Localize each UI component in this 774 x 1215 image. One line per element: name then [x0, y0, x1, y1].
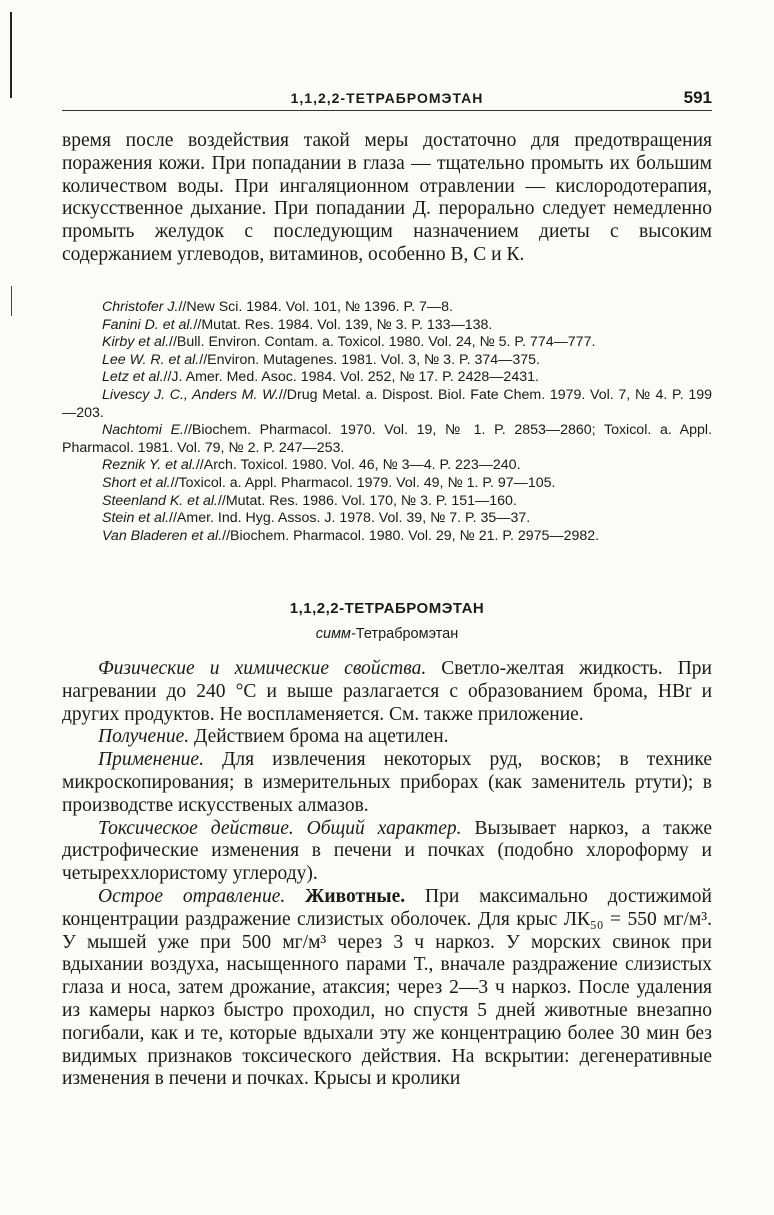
page-edge-mark	[10, 12, 12, 98]
reference-item: Letz et al.//J. Amer. Med. Asoc. 1984. Vol. 252, № 17. P. 2428—2431.	[102, 369, 539, 386]
section-properties: Физические и химические свойства. Светло-желтая жидкость. При нагревании до 240 °С и выше разлагается с образованием брома, HBr и других продуктов. Не воспламеняется. См. также приложение.	[62, 658, 712, 725]
article-subtitle: симм-Тетрабромэтан	[315, 626, 459, 642]
article-body	[62, 658, 712, 1091]
references-list	[62, 299, 712, 545]
section-acute-poisoning: Острое отравление. Животные. При максимально достижимой концентрации раздражение слизистых оболочек. Для крыс ЛК₅₀ = 550 мг/м³. У мышей уже при 500 мг/м³ через 3 ч наркоз. У морских свинок при вдыхании воздуха, насыщенного парами Т., вначале раздражение слизистых глаза и носа, затем дрожание, атаксия; через 2—3 ч наркоз. После удаления из камеры наркоз быстро проходил, но спустя 5 дней животные внезапно погибали, как и те, которые вдыхали эту же концентрацию более 30 мин без видимых признаков токсического действия. На вскрытии: дегенеративные изменения в печени и почках. Крысы и кролики	[62, 885, 712, 1090]
running-header	[62, 88, 712, 111]
intro-paragraph: время после воздействия такой меры достаточно для предотвращения поражения кожи. При попадании в глаза — тщательно промыть их большим количеством воды. При ингаляционном отравлении — кислородотерапия, искусственное дыхание. При попадании Д. перорально следует немедленно промыть желудок с последующим назначением диеты с высоким содержанием углеводов, витаминов, особенно В, С и К.	[62, 130, 712, 265]
reference-item: Nachtomi E.//Biochem. Pharmacol. 1970. Vol. 19, № 1. P. 2853—2860; Toxicol. a. Appl. Pharmacol. 1981. Vol. 79, № 2. P. 247—253.	[62, 422, 712, 456]
reference-item: Reznik Y. et al.//Arch. Toxicol. 1980. Vol. 46, № 3—4. P. 223—240.	[102, 457, 521, 474]
reference-item: Kirby et al.//Bull. Environ. Contam. a. Toxicol. 1980. Vol. 24, № 5. P. 774—777.	[102, 334, 596, 351]
reference-item: Fanini D. et al.//Mutat. Res. 1984. Vol. 139, № 3. P. 133—138.	[102, 316, 493, 333]
reference-item: Van Bladeren et al.//Biochem. Pharmacol. 1980. Vol. 29, № 21. P. 2975—2982.	[102, 527, 600, 544]
section-production: Получение. Действием брома на ацетилен.	[98, 726, 449, 748]
section-application: Применение. Для извлечения некоторых руд, восков; в технике микроскопирования; в измерительных приборах (как заменитель ртути); в производстве искусственых алмазов.	[62, 749, 712, 816]
reference-item: Steenland K. et al.//Mutat. Res. 1986. Vol. 170, № 3. P. 151—160.	[102, 492, 517, 509]
intro-paragraph-block	[62, 130, 712, 267]
reference-item: Livescy J. C., Anders M. W.//Drug Metal. a. Dispost. Biol. Fate Chem. 1979. Vol. 7, № 4. P. 199—203.	[62, 386, 712, 421]
running-title: 1,1,2,2-ТЕТРАБРОМЭТАН	[290, 90, 484, 106]
page-edge-mark-lower	[11, 286, 12, 316]
reference-item: Short et al.//Toxicol. a. Appl. Pharmacol. 1979. Vol. 49, № 1. P. 97—105.	[102, 474, 556, 491]
article-title: 1,1,2,2-ТЕТРАБРОМЭТАН	[289, 600, 485, 617]
reference-item: Christofer J.//New Sci. 1984. Vol. 101, № 1396. P. 7—8.	[102, 299, 453, 315]
section-toxic-action: Токсическое действие. Общий характер. Вызывает наркоз, а также дистрофические изменения в печени и почках (подобно хлороформу и четыреххлористому углероду).	[62, 817, 712, 885]
reference-item: Stein et al.//Amer. Ind. Hyg. Assos. J. 1978. Vol. 39, № 7. P. 35—37.	[102, 510, 531, 527]
reference-item: Lee W. R. et al.//Environ. Mutagenes. 1981. Vol. 3, № 3. P. 374—375.	[102, 351, 540, 368]
page-number: 591	[683, 88, 712, 107]
